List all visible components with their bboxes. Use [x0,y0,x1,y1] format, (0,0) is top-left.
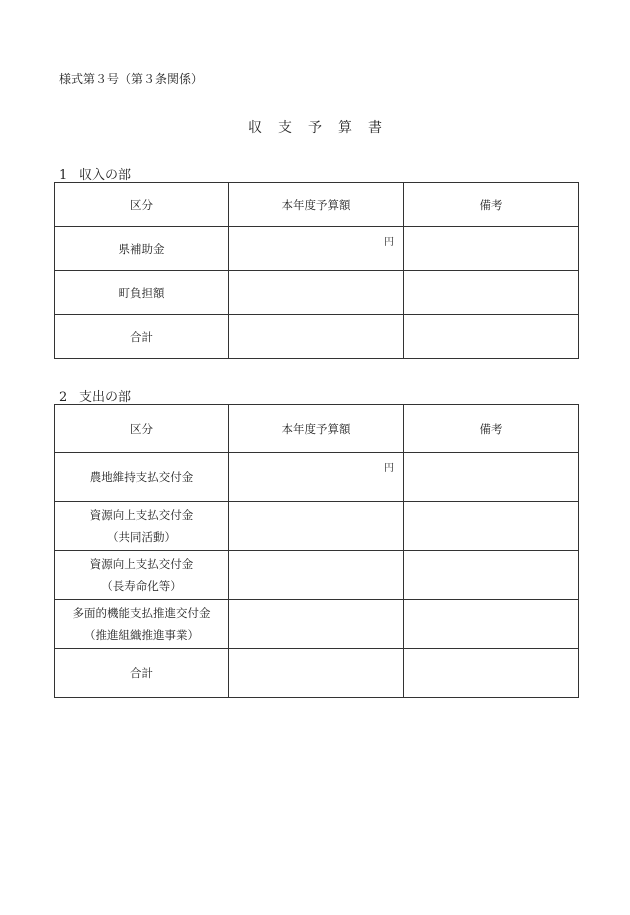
remarks-cell[interactable] [404,649,579,698]
column-header-remarks: 備考 [404,183,579,227]
remarks-cell[interactable] [404,271,579,315]
category-cell [55,551,229,600]
table-row [55,315,579,359]
remarks-cell[interactable] [404,600,579,649]
column-header-remarks: 備考 [404,405,579,453]
table-row [55,227,579,271]
budget-amount-cell[interactable] [229,649,404,698]
category-label: 資源向上支払交付金 [89,557,194,571]
remarks-cell[interactable] [404,453,579,502]
form-number: 様式第３号（第３条関係） [59,72,204,86]
budget-amount-cell[interactable] [229,227,404,271]
column-header-budget: 本年度予算額 [229,183,404,227]
income-section-number: 1 [59,168,68,183]
budget-amount-cell[interactable] [229,600,404,649]
remarks-cell[interactable] [404,502,579,551]
budget-amount-cell[interactable] [229,315,404,359]
budget-amount-cell[interactable] [229,271,404,315]
category-cell: 町負担額 [55,271,229,315]
table-header-row [55,183,579,227]
category-cell [55,600,229,649]
expense-section-label: 支出の部 [79,390,132,405]
category-cell: 農地維持支払交付金 [55,453,229,502]
column-header-category: 区分 [55,183,229,227]
category-cell: 合計 [55,649,229,698]
budget-amount-cell[interactable] [229,502,404,551]
table-header-row [55,405,579,453]
table-row [55,453,579,502]
document-title: 収支予算書 [248,120,398,136]
remarks-cell[interactable] [404,227,579,271]
income-section-label: 収入の部 [79,168,132,183]
expense-section-number: 2 [59,390,68,405]
column-header-budget: 本年度予算額 [229,405,404,453]
yen-unit: 円 [384,463,394,474]
category-cell: 県補助金 [55,227,229,271]
income-table [54,182,579,359]
category-sublabel: （共同活動） [107,530,176,544]
table-row [55,551,579,600]
remarks-cell[interactable] [404,315,579,359]
category-cell [55,502,229,551]
category-sublabel: （長寿命化等） [101,579,182,593]
column-header-category: 区分 [55,405,229,453]
category-label: 多面的機能支払推進交付金 [72,606,211,620]
table-row [55,502,579,551]
budget-amount-cell[interactable] [229,551,404,600]
budget-amount-cell[interactable] [229,453,404,502]
category-cell: 合計 [55,315,229,359]
category-label: 資源向上支払交付金 [89,508,194,522]
table-row [55,600,579,649]
remarks-cell[interactable] [404,551,579,600]
expense-table [54,404,579,698]
yen-unit: 円 [384,237,394,248]
table-row [55,649,579,698]
category-sublabel: （推進組織推進事業） [84,628,199,642]
table-row [55,271,579,315]
income-section-heading [59,164,131,183]
expense-section-heading [59,386,131,405]
